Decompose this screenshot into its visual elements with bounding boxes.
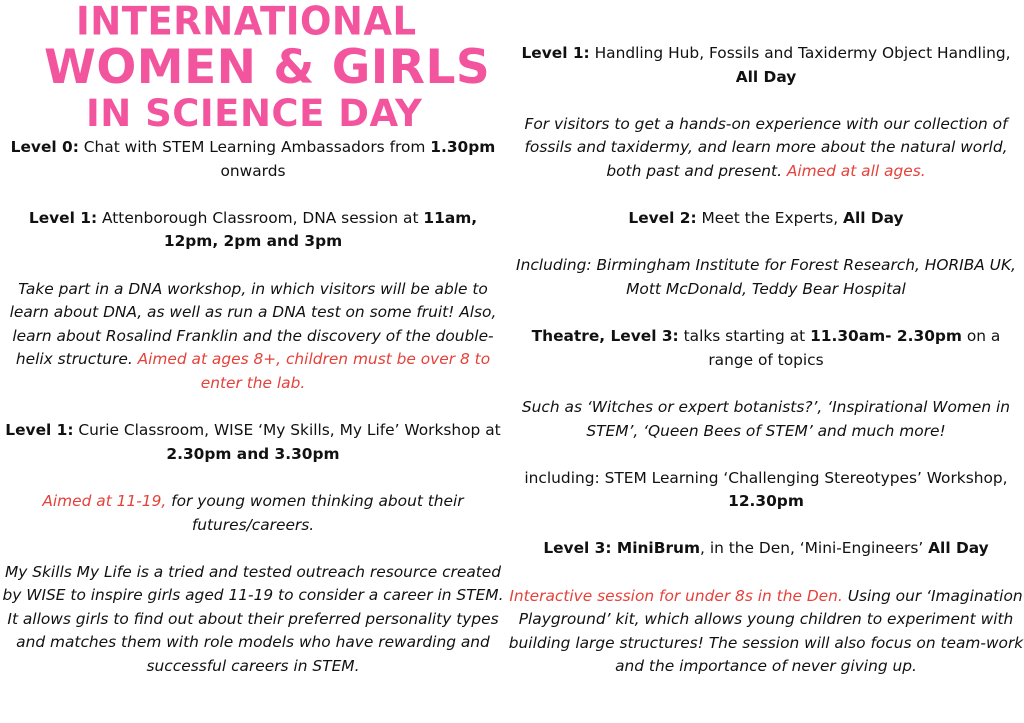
time-label: 1.30pm — [430, 138, 496, 156]
age-note: Interactive session for under 8s in the Den. — [509, 586, 843, 605]
level-label: Level 2: — [628, 209, 697, 228]
description-text: For visitors to get a hands-on experience with our collection of fossils and taxidermy, and learn more about the natural world, both past and present. — [524, 114, 1008, 180]
title-line-2: WOMEN & GIRLS — [44, 40, 491, 95]
description-text: Such as ‘Witches or expert botanists?’, ‘Inspirational Women in STEM’, ‘Queen Bees of STEM’ and much more! — [521, 397, 1011, 440]
time-label: 2.30pm and 3.30pm — [166, 444, 340, 463]
description-text: Including: Birmingham Institute for Forest Research, HORIBA UK, Mott McDonald, Teddy Bear Hospital — [516, 256, 1016, 298]
activity-text: Curie Classroom, WISE ‘My Skills, My Life’ Workshop at — [73, 421, 501, 440]
right-column — [508, 0, 1024, 679]
time-label: All Day — [735, 67, 797, 86]
minibrum-description — [508, 585, 1024, 679]
schedule-level3-minibrum — [508, 537, 1024, 561]
time-label: All Day — [843, 209, 904, 228]
description-text: My Skills My Life is a tried and tested outreach resource created by WISE to inspire girls aged 11-19 to consider a career in STEM. It allows girls to find out about their preferred personality types and matches them with role models who have rewarding and successful careers in STEM. — [2, 562, 504, 676]
time-label: 11am, 12pm, 2pm and 3pm — [163, 208, 478, 251]
activity-suffix: onwards — [220, 161, 286, 180]
activity-text: Meet the Experts, — [696, 209, 844, 228]
level-label: Level 0: — [10, 138, 79, 156]
wise-description — [0, 561, 506, 679]
description-text: for young women thinking about their futures/careers. — [166, 491, 464, 534]
description-text: Using our ‘Imagination Playground’ kit, which allows young children to experiment with building large structures! The session will also focus on team-work and the importance of never giving up. — [508, 586, 1024, 676]
time-label: All Day — [928, 539, 989, 558]
activity-text: talks starting at — [678, 327, 811, 346]
level-label: Theatre, Level 3: — [531, 327, 679, 346]
activity-text: Chat with STEM Learning Ambassadors from — [78, 138, 431, 156]
wise-audience-note — [0, 490, 506, 537]
schedule-level1-wise-workshop — [0, 419, 506, 466]
schedule-theatre-level3-talks — [508, 325, 1024, 372]
title-line-1: INTERNATIONAL — [76, 0, 417, 45]
level-label: Level 1: — [5, 421, 74, 440]
level-label: Level 3: MiniBrum — [543, 539, 701, 558]
time-label: 11.30am- 2.30pm — [810, 327, 962, 346]
activity-text: including: STEM Learning ‘Challenging Stereotypes’ Workshop, — [524, 468, 1008, 487]
title-line-3: IN SCIENCE DAY — [86, 92, 423, 135]
schedule-level0-ambassadors — [0, 136, 506, 183]
handling-hub-description — [508, 113, 1024, 184]
stem-learning-workshop — [508, 467, 1024, 514]
dna-workshop-description — [0, 278, 506, 396]
experts-description — [508, 254, 1024, 301]
left-column — [0, 0, 506, 679]
activity-text: , in the Den, ‘Mini-Engineers’ — [700, 539, 929, 558]
description-text: Take part in a DNA workshop, in which visitors will be able to learn about DNA, as well as run a DNA test on some fruit! Also, learn about Rosalind Franklin and the discovery of the double-helix structure. — [9, 279, 497, 369]
time-label: 12.30pm — [728, 492, 804, 511]
activity-suffix: on a range of topics — [708, 327, 1001, 369]
level-label: Level 1: — [521, 44, 590, 62]
activity-text: Handling Hub, Fossils and Taxidermy Object Handling, — [589, 44, 1011, 62]
schedule-level1-handling-hub — [508, 42, 1024, 89]
talks-description — [508, 396, 1024, 443]
age-note: Aimed at all ages. — [786, 161, 926, 180]
age-note: Aimed at 11-19, — [42, 491, 167, 510]
level-label: Level 1: — [28, 208, 98, 227]
age-note: Aimed at ages 8+, children must be over 8 to enter the lab. — [137, 350, 491, 392]
activity-text: Attenborough Classroom, DNA session at — [97, 208, 424, 227]
schedule-level2-experts — [508, 207, 1024, 231]
event-title — [0, 0, 506, 134]
schedule-level1-dna-session — [0, 207, 506, 254]
